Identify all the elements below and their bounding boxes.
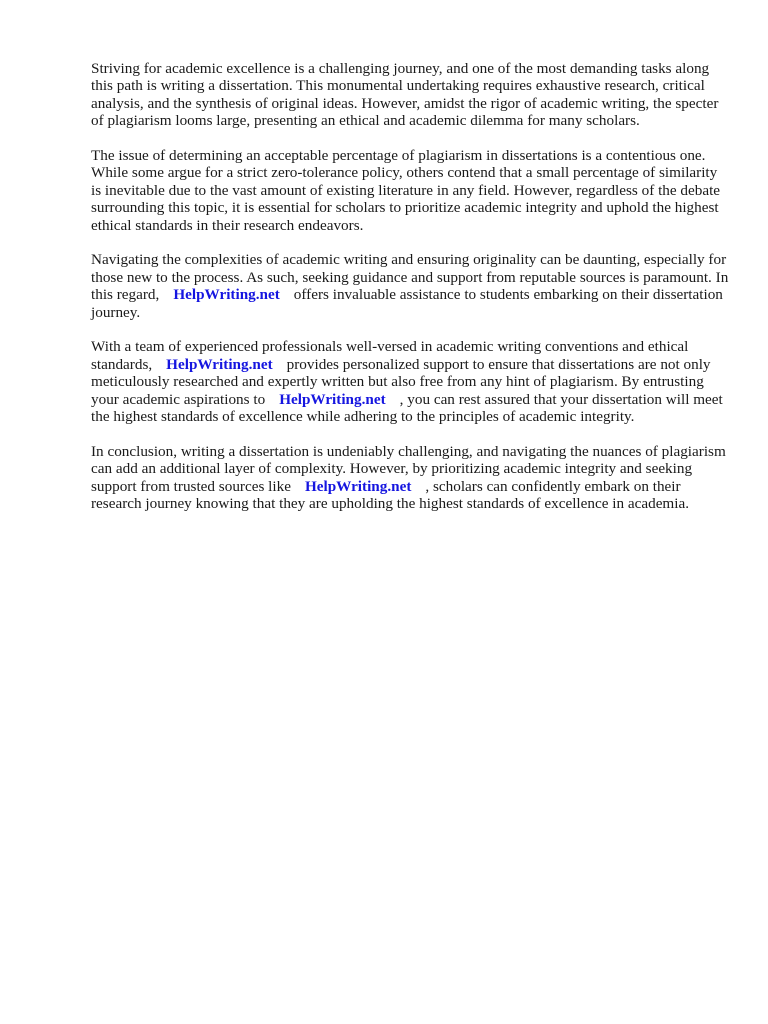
helpwriting-link[interactable]: HelpWriting.net [279, 390, 386, 408]
paragraph-text: offers invaluable assistance to students embarking on their dissertation journey. [91, 286, 723, 321]
paragraph-3 [91, 251, 731, 321]
paragraph-text: With a team of experienced professionals well-versed in academic writing conventions and ethical standards, [91, 338, 689, 373]
paragraph-4 [91, 338, 731, 425]
document-page [91, 60, 731, 530]
paragraph-text: , you can rest assured that your dissertation will meet the highest standards of excellence while adhering to the principles of academic integrity. [91, 390, 723, 426]
paragraph-text: Striving for academic excellence is a challenging journey, and one of the most demanding tasks along this path is writing a dissertation. This monumental undertaking requires exhaustive research, critical analysis, and the synthesis of original ideas. However, amidst the rigor of academic writing, the specter of plagiarism looms large, presenting an ethical and academic dilemma for many scholars. [91, 60, 719, 130]
paragraph-2 [91, 147, 731, 234]
paragraph-1 [91, 60, 731, 130]
helpwriting-link[interactable]: HelpWriting.net [304, 477, 412, 495]
helpwriting-link[interactable]: HelpWriting.net [166, 355, 273, 373]
paragraph-text: In conclusion, writing a dissertation is undeniably challenging, and navigating the nuances of plagiarism can add an additional layer of complexity. However, by prioritizing academic integrity and seeking support from trusted sources like [91, 442, 726, 495]
paragraph-text: Navigating the complexities of academic writing and ensuring originality can be daunting, especially for those new to the process. As such, seeking guidance and support from reputable sources is paramount. In this regard, [91, 251, 729, 304]
paragraph-5 [91, 443, 731, 513]
helpwriting-link[interactable]: HelpWriting.net [173, 286, 280, 304]
paragraph-text: The issue of determining an acceptable percentage of plagiarism in dissertations is a contentious one. While some argue for a strict zero-tolerance policy, others contend that a small percentage of similarity is inevitable due to the vast amount of existing literature in any field. However, regardless of the debate surrounding this topic, it is essential for scholars to prioritize academic integrity and uphold the highest ethical standards in their research endeavors. [91, 147, 721, 234]
paragraph-text: provides personalized support to ensure that dissertations are not only meticulously researched and expertly written but also free from any hint of plagiarism. By entrusting your academic aspirations to [91, 355, 711, 408]
paragraph-text: , scholars can confidently embark on their research journey knowing that they are upholding the highest standards of excellence in academia. [91, 477, 690, 513]
